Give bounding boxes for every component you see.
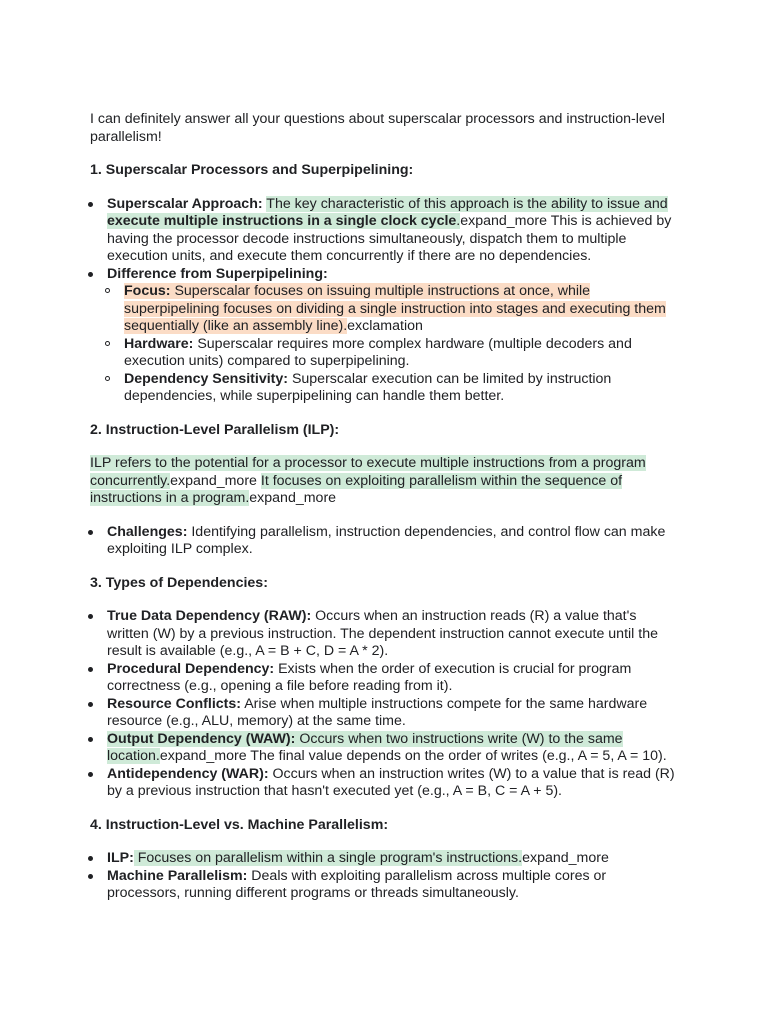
list-item-waw: Output Dependency (WAW): Occurs when two instructions write (W) to the same location.expand_more The final value depends on the order of writes (e.g., A = 5, A = 10). (107, 731, 680, 766)
list-item-superscalar-approach: Superscalar Approach: The key characteristic of this approach is the ability to issue and execute multiple instructions in a single clock cycle.expand_more This is achieved by having the processor decode instructions simultaneously, dispatch them to multiple execution units, and execute them concurrently if there are no dependencies. (107, 196, 680, 266)
term-label: Superscalar Approach: (107, 195, 263, 212)
term-label: True Data Dependency (RAW): (107, 608, 312, 624)
sublist-item-hardware: Hardware: Superscalar requires more complex hardware (multiple decoders and execution units) compared to superpipelining. (124, 336, 680, 371)
highlight: Focuses on parallelism within a single program's instructions. (133, 850, 523, 866)
highlight: The key characteristic of this approach is the ability to issue and execute multiple instructions in a single clock cycle. (107, 195, 668, 229)
highlight: Focus: Superscalar focuses on issuing multiple instructions at once, while superpipelining focuses on dividing a single instruction into stages and executing them sequentially (like an assembly line). (124, 283, 666, 334)
section-heading-superscalar: 1. Superscalar Processors and Superpipelining: (90, 162, 414, 178)
section-heading-parallelism: 4. Instruction-Level vs. Machine Parallelism: (90, 816, 389, 833)
sublist-item-dependency: Dependency Sensitivity: Superscalar execution can be limited by instruction dependencies, while superpipelining can handle them better. (124, 371, 680, 406)
list-item-machine: Machine Parallelism: Deals with exploiting parallelism across multiple cores or processors, running different programs or threads simultaneously. (107, 868, 680, 903)
term-label: Resource Conflicts: (107, 695, 242, 712)
highlight: ILP refers to the potential for a processor to execute multiple instructions from a program concurrently. (90, 455, 646, 489)
term-label: Machine Parallelism: (107, 867, 248, 884)
section-heading-dependencies: 3. Types of Dependencies: (90, 574, 268, 591)
term-label: Dependency Sensitivity: (124, 370, 288, 387)
list-item-procedural: Procedural Dependency: Exists when the order of execution is crucial for program correctness (e.g., opening a file before reading from it). (107, 661, 680, 696)
intro-text: I can definitely answer all your questions about superscalar processors and instruction-level parallelism! (90, 111, 665, 145)
term-label: Hardware: (124, 335, 194, 352)
list-item-challenges: Challenges: Identifying parallelism, instruction dependencies, and control flow can make exploiting ILP complex. (107, 524, 680, 559)
superscalar-list (107, 196, 680, 406)
difference-sublist (124, 283, 680, 406)
highlight: Output Dependency (WAW): Occurs when two instructions write (W) to the same location. (107, 730, 623, 764)
list-item-raw: True Data Dependency (RAW): Occurs when an instruction reads (R) a value that's written (W) by a previous instruction. The dependent instruction cannot execute until the result is available (e.g., A = B + C, D = A * 2). (107, 608, 680, 661)
parallelism-list (107, 850, 680, 903)
highlight: It focuses on exploiting parallelism within the sequence of instructions in a program. (90, 472, 623, 506)
term-label: Antidependency (WAR): (107, 765, 269, 782)
dependencies-list (107, 608, 680, 801)
term-label: Procedural Dependency: (107, 660, 275, 677)
term-label: Challenges: (107, 523, 188, 540)
list-item-ilp: ILP: Focuses on parallelism within a single program's instructions.expand_more (107, 850, 680, 868)
section-heading-ilp: 2. Instruction-Level Parallelism (ILP): (90, 421, 340, 438)
ilp-list (107, 524, 680, 559)
sublist-item-focus: Focus: Superscalar focuses on issuing multiple instructions at once, while superpipelining focuses on dividing a single instruction into stages and executing them sequentially (like an assembly line).exclamation (124, 283, 680, 336)
term-label: Difference from Superpipelining: (107, 265, 328, 282)
ilp-paragraph: ILP refers to the potential for a processor to execute multiple instructions from a program concurrently.expand_more It focuses on exploiting parallelism within the sequence of instructions in a program.expand_more (90, 455, 646, 506)
list-item-war: Antidependency (WAR): Occurs when an instruction writes (W) to a value that is read (R) by a previous instruction that hasn't executed yet (e.g., A = B, C = A + 5). (107, 766, 680, 801)
term-label: ILP: (107, 850, 134, 866)
list-item-difference (107, 266, 680, 406)
list-item-resource: Resource Conflicts: Arise when multiple instructions compete for the same hardware resource (e.g., ALU, memory) at the same time. (107, 696, 680, 731)
